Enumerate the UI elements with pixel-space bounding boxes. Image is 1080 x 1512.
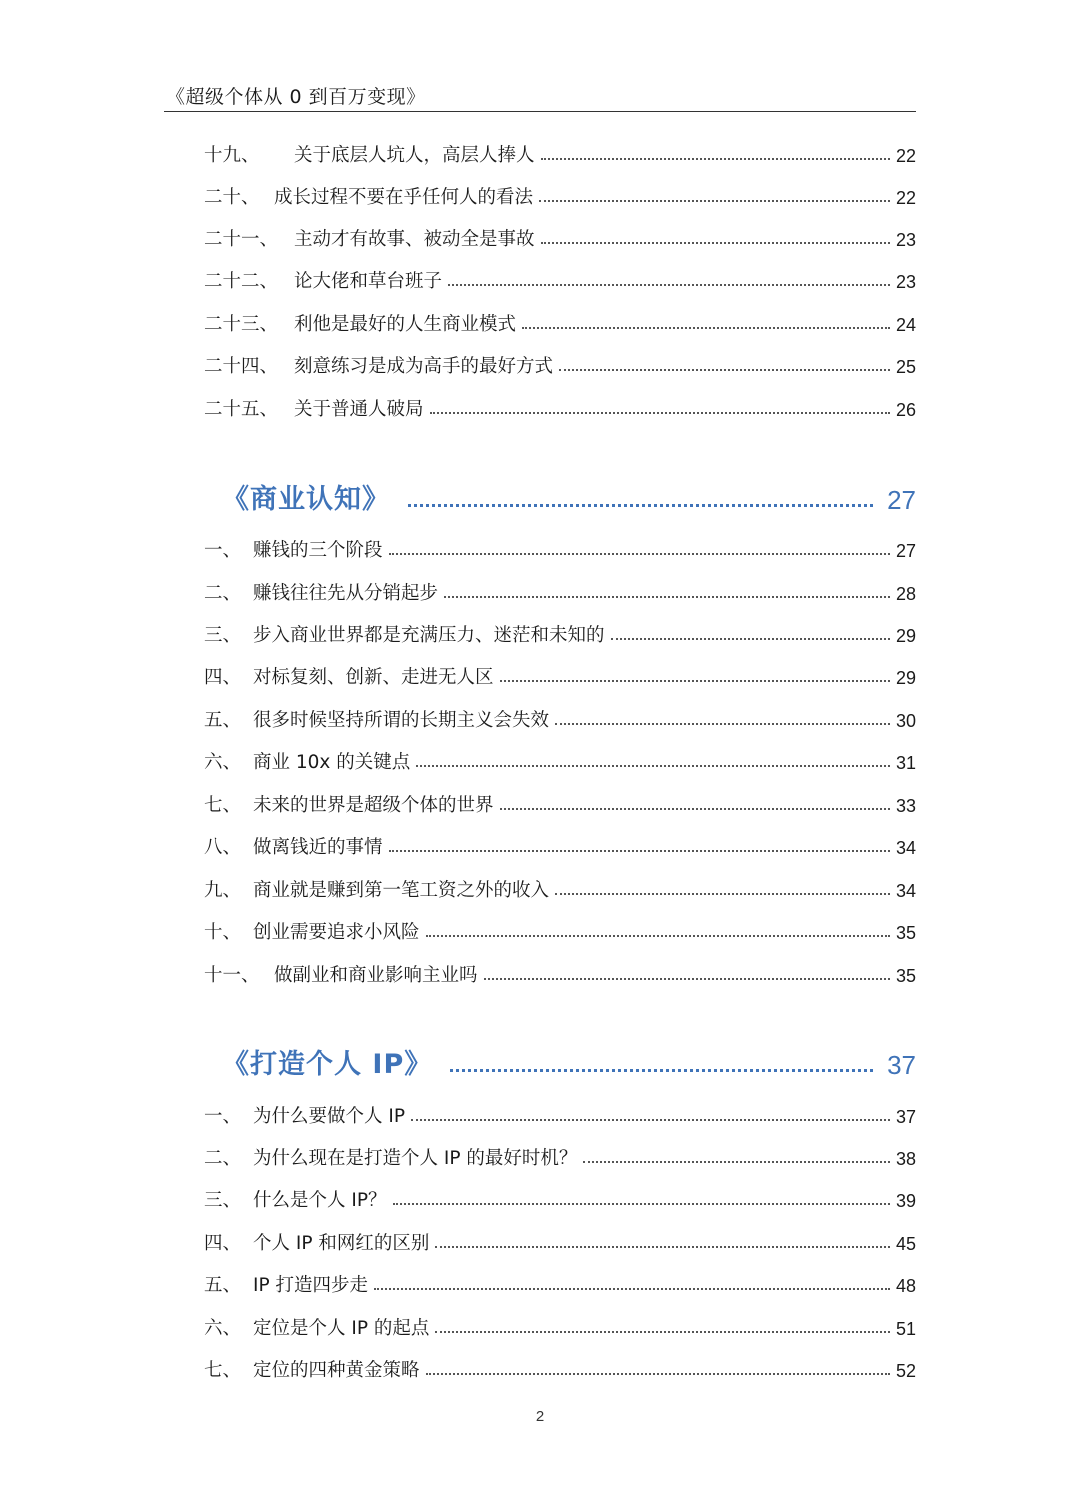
toc-entry[interactable]: [204, 659, 916, 689]
dot-leader: [435, 1246, 890, 1248]
toc-entry-title: 利他是最好的人生商业模式: [294, 314, 517, 335]
toc-entry[interactable]: [204, 829, 916, 859]
toc-entry[interactable]: [204, 1310, 916, 1340]
dot-leader: [448, 284, 890, 286]
toc-entry-title: 关于普通人破局: [294, 399, 424, 420]
toc-entry-number: 六、: [204, 1318, 242, 1339]
toc-entry-number: 二十三、: [204, 314, 279, 335]
toc-entry-page: 38: [895, 1149, 916, 1169]
toc-entry-title: 个人 IP 和网红的区别: [253, 1233, 430, 1254]
toc-entry-title: 定位是个人 IP 的起点: [253, 1318, 430, 1339]
toc-entry-page: 23: [895, 272, 916, 292]
toc-entry[interactable]: [204, 1352, 916, 1382]
toc-entry-title: 未来的世界是超级个体的世界: [253, 795, 494, 816]
toc-entry-page: 31: [895, 753, 916, 773]
toc-entry-number: 六、: [204, 752, 242, 773]
toc-entry-title: 很多时候坚持所谓的长期主义会失效: [253, 710, 550, 731]
toc-entry-number: 九、: [204, 880, 242, 901]
toc-entry-title: 赚钱往往先从分销起步: [253, 583, 439, 604]
toc-entry-page: 34: [895, 881, 916, 901]
toc-entry-page: 22: [895, 146, 916, 166]
section-page: 27: [887, 485, 916, 515]
toc-entry[interactable]: [204, 1182, 916, 1212]
toc-entry-page: 25: [895, 357, 916, 377]
toc-entry-number: 二十一、: [204, 229, 279, 250]
dot-leader: [555, 893, 890, 895]
toc-entry[interactable]: [204, 532, 916, 562]
toc-entry[interactable]: [204, 137, 916, 167]
toc-entry-number: 二十二、: [204, 271, 279, 292]
dot-leader: [374, 1288, 890, 1290]
toc-entry-title: 为什么现在是打造个人 IP 的最好时机？: [253, 1148, 578, 1169]
toc-entry-title: 成长过程不要在乎任何人的看法: [274, 187, 534, 208]
section-heading-ip[interactable]: [222, 1041, 916, 1081]
toc-entry[interactable]: [204, 1098, 916, 1128]
dot-leader: [500, 808, 890, 810]
toc-entry[interactable]: [204, 575, 916, 605]
toc-entry-page: 22: [895, 188, 916, 208]
toc-entry-page: 39: [895, 1191, 916, 1211]
toc-entry-page: 28: [895, 584, 916, 604]
toc-entry-page: 33: [895, 796, 916, 816]
toc-entry-number: 十九、: [204, 145, 260, 166]
toc-entry-title: 对标复刻、创新、走进无人区: [253, 667, 494, 688]
toc-entry[interactable]: [204, 391, 916, 421]
running-header: 《超级个体从 0 到百万变现》: [166, 86, 426, 108]
toc-entry-number: 三、: [204, 1190, 242, 1211]
toc-entry-number: 二十四、: [204, 356, 279, 377]
toc-entry-number: 二、: [204, 1148, 242, 1169]
toc-entry-page: 35: [895, 923, 916, 943]
toc-entry-number: 七、: [204, 1360, 242, 1381]
toc-entry[interactable]: [204, 263, 916, 293]
dot-leader: [393, 1203, 890, 1205]
dot-leader: [583, 1161, 890, 1163]
toc-entry-number: 一、: [204, 540, 242, 561]
section-title: 《商业认知》: [222, 484, 390, 515]
toc-entry[interactable]: [204, 1267, 916, 1297]
toc-entry-title: 做副业和商业影响主业吗: [274, 965, 478, 986]
toc-entry[interactable]: [204, 179, 916, 209]
toc-entry-title: 为什么要做个人 IP: [253, 1106, 405, 1127]
toc-entry-number: 四、: [204, 667, 242, 688]
toc-entry-title: 论大佬和草台班子: [294, 271, 443, 292]
toc-entry-number: 十一、: [204, 965, 260, 986]
toc-entry[interactable]: [204, 221, 916, 251]
dot-leader: [611, 638, 890, 640]
dot-leader: [500, 680, 890, 682]
toc-entry-number: 八、: [204, 837, 242, 858]
toc-entry[interactable]: [204, 348, 916, 378]
toc-entry[interactable]: [204, 306, 916, 336]
toc-entry[interactable]: [204, 872, 916, 902]
toc-entry-page: 29: [895, 668, 916, 688]
toc-entry-number: 三、: [204, 625, 242, 646]
toc-entry[interactable]: [204, 787, 916, 817]
toc-entry-title: 商业 10x 的关键点: [253, 752, 411, 773]
toc-entry-title: 关于底层人坑人，高层人捧人: [294, 145, 535, 166]
dot-leader: [555, 723, 890, 725]
toc-entry-title: 刻意练习是成为高手的最好方式: [294, 356, 554, 377]
toc-entry-page: 52: [895, 1361, 916, 1381]
dot-leader: [435, 1331, 890, 1333]
toc-entry-number: 五、: [204, 710, 242, 731]
toc-entry-title: 赚钱的三个阶段: [253, 540, 383, 561]
toc-entry-page: 34: [895, 838, 916, 858]
toc-entry-page: 35: [895, 966, 916, 986]
dot-leader: [426, 1373, 890, 1375]
toc-entry-page: 51: [895, 1319, 916, 1339]
toc-entry-title: 做离钱近的事情: [253, 837, 383, 858]
header-rule: [164, 111, 916, 112]
toc-entry-page: 26: [895, 400, 916, 420]
toc-entry[interactable]: [204, 617, 916, 647]
toc-entry[interactable]: [204, 914, 916, 944]
toc-entry[interactable]: [204, 1225, 916, 1255]
dot-leader: [426, 935, 890, 937]
toc-entry-number: 二、: [204, 583, 242, 604]
toc-entry-page: 45: [895, 1234, 916, 1254]
dot-leader: [408, 504, 873, 507]
toc-entry-page: 29: [895, 626, 916, 646]
toc-entry-number: 二十、: [204, 187, 260, 208]
section-title: 《打造个人 IP》: [222, 1049, 433, 1080]
dot-leader: [389, 553, 890, 555]
dot-leader: [539, 200, 890, 202]
dot-leader: [444, 596, 890, 598]
dot-leader: [484, 978, 890, 980]
dot-leader: [430, 412, 890, 414]
toc-entry-number: 十、: [204, 922, 242, 943]
toc-entry-page: 24: [895, 315, 916, 335]
toc-entry-title: 主动才有故事、被动全是事故: [294, 229, 535, 250]
toc-entry-page: 23: [895, 230, 916, 250]
toc-entry-page: 27: [895, 541, 916, 561]
toc-entry-title: 什么是个人 IP？: [253, 1190, 387, 1211]
dot-leader: [559, 369, 890, 371]
dot-leader: [411, 1119, 890, 1121]
toc-entry-title: IP 打造四步走: [253, 1275, 368, 1296]
toc-entry-number: 七、: [204, 795, 242, 816]
toc-entry[interactable]: [204, 957, 916, 987]
toc-entry-number: 一、: [204, 1106, 242, 1127]
page-number: 2: [535, 1408, 545, 1425]
toc-entry[interactable]: [204, 702, 916, 732]
toc-entry-number: 五、: [204, 1275, 242, 1296]
dot-leader: [541, 158, 890, 160]
dot-leader: [541, 242, 890, 244]
section-heading-business[interactable]: [222, 476, 916, 516]
dot-leader: [389, 850, 890, 852]
toc-entry[interactable]: [204, 744, 916, 774]
toc-entry-page: 30: [895, 711, 916, 731]
toc-entry-number: 二十五、: [204, 399, 279, 420]
toc-entry-title: 步入商业世界都是充满压力、迷茫和未知的: [253, 625, 605, 646]
toc-entry-title: 定位的四种黄金策略: [253, 1360, 420, 1381]
toc-entry-title: 商业就是赚到第一笔工资之外的收入: [253, 880, 550, 901]
toc-entry-page: 37: [895, 1107, 916, 1127]
toc-entry-title: 创业需要追求小风险: [253, 922, 420, 943]
dot-leader: [450, 1069, 873, 1072]
dot-leader: [522, 327, 890, 329]
dot-leader: [416, 765, 890, 767]
section-page: 37: [887, 1050, 916, 1080]
toc-entry-number: 四、: [204, 1233, 242, 1254]
toc-entry[interactable]: [204, 1140, 916, 1170]
toc-entry-page: 48: [895, 1276, 916, 1296]
